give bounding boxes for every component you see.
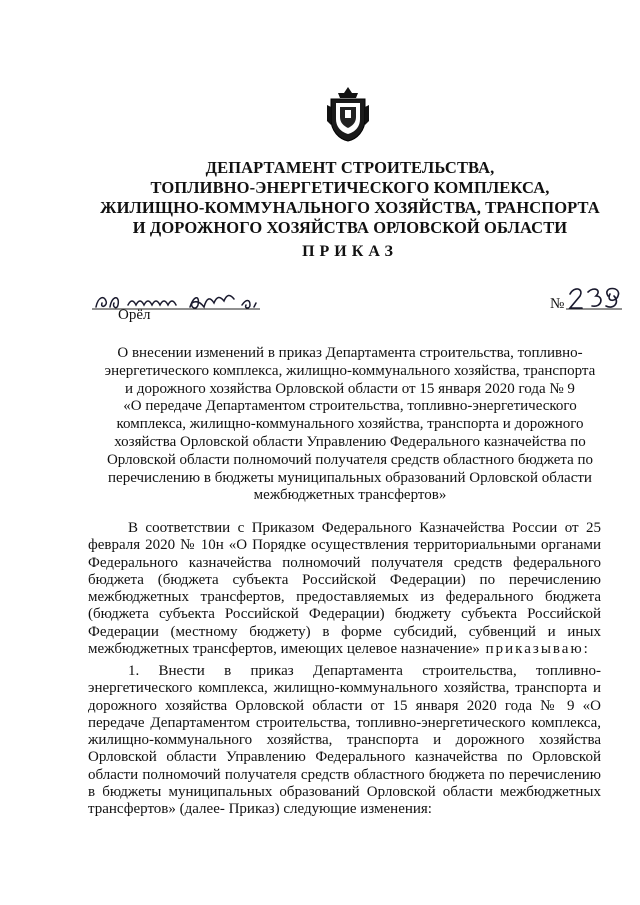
subject-line: Орловской области полномочий получателя средств областного бюджета по bbox=[106, 451, 594, 468]
order-subject bbox=[100, 345, 600, 505]
subject-line: энергетического комплекса, жилищно-коммунального хозяйства, транспорта bbox=[104, 362, 596, 379]
paragraph-preamble bbox=[88, 520, 601, 658]
handwritten-date bbox=[90, 287, 270, 313]
item-1-text: 1. Внести в приказ Департамента строительства, топливно-энергетического комплекса, жилищно-коммунального хозяйства, транспорта и дорожного хозяйства Орловской области от 15 января 2020 года № 9 «О передаче Департаментом строительства, топливно-энергетического комплекса, жилищно-коммунального хозяйства, транспорта и дорожного хозяйства Орловской области Управлению Федерального казначейства по Орловской области полномочий получателя средств областного бюджета по перечислению в бюджеты муниципальных образований Орловской области межбюджетных трансфертов» (далее- Приказ) следующие изменения: bbox=[88, 663, 601, 818]
paragraph-item-1 bbox=[88, 663, 601, 819]
header-line: ЖИЛИЩНО-КОММУНАЛЬНОГО ХОЗЯЙСТВА, ТРАНСПОРТА bbox=[100, 198, 600, 217]
subject-line: «О передаче Департаментом строительства, топливно-энергетического bbox=[123, 398, 577, 415]
coat-of-arms-icon bbox=[325, 85, 371, 143]
document-type-title: ПРИКАЗ bbox=[302, 243, 398, 260]
subject-line: хозяйства Орловской области Управлению Федерального казначейства по bbox=[114, 433, 586, 450]
subject-line: комплекса, жилищно-коммунального хозяйства, транспорта и дорожного bbox=[116, 416, 584, 433]
header-line: ТОПЛИВНО-ЭНЕРГЕТИЧЕСКОГО КОМПЛЕКСА, bbox=[150, 178, 550, 197]
subject-line: перечислению в бюджеты муниципальных образований Орловской области bbox=[108, 469, 592, 486]
handwritten-number bbox=[566, 284, 624, 314]
number-label: № bbox=[550, 296, 565, 312]
header-line: И ДОРОЖНОГО ХОЗЯЙСТВА ОРЛОВСКОЙ ОБЛАСТИ bbox=[132, 218, 568, 237]
subject-line: и дорожного хозяйства Орловской области от 15 января 2020 года № 9 bbox=[125, 380, 575, 397]
preamble-text: В соответствии с Приказом Федерального Казначейства России от 25 февраля 2020 № 10н «О Порядке осуществления территориальными органами Федерального казначейства полномочий получателя средств федерального бюджета (бюджета субъекта Российской Федерации) по перечислению межбюджетных трансфертов, предоставляемых из федерального бюджета (бюджета субъекта Российской Федерации) бюджету субъекта Российской Федерации (местному бюджету) в форме субсидий, субвенций и иных межбюджетных трансфертов, имеющих целевое назначение» bbox=[88, 520, 601, 658]
header-line: ДЕПАРТАМЕНТ СТРОИТЕЛЬСТВА, bbox=[205, 158, 495, 177]
order-phrase: приказываю: bbox=[479, 641, 590, 658]
subject-line: О внесении изменений в приказ Департамента строительства, топливно- bbox=[117, 345, 583, 361]
subject-line: межбюджетных трансфертов» bbox=[253, 487, 447, 504]
city-label: Орёл bbox=[118, 307, 151, 323]
department-header bbox=[80, 158, 620, 238]
